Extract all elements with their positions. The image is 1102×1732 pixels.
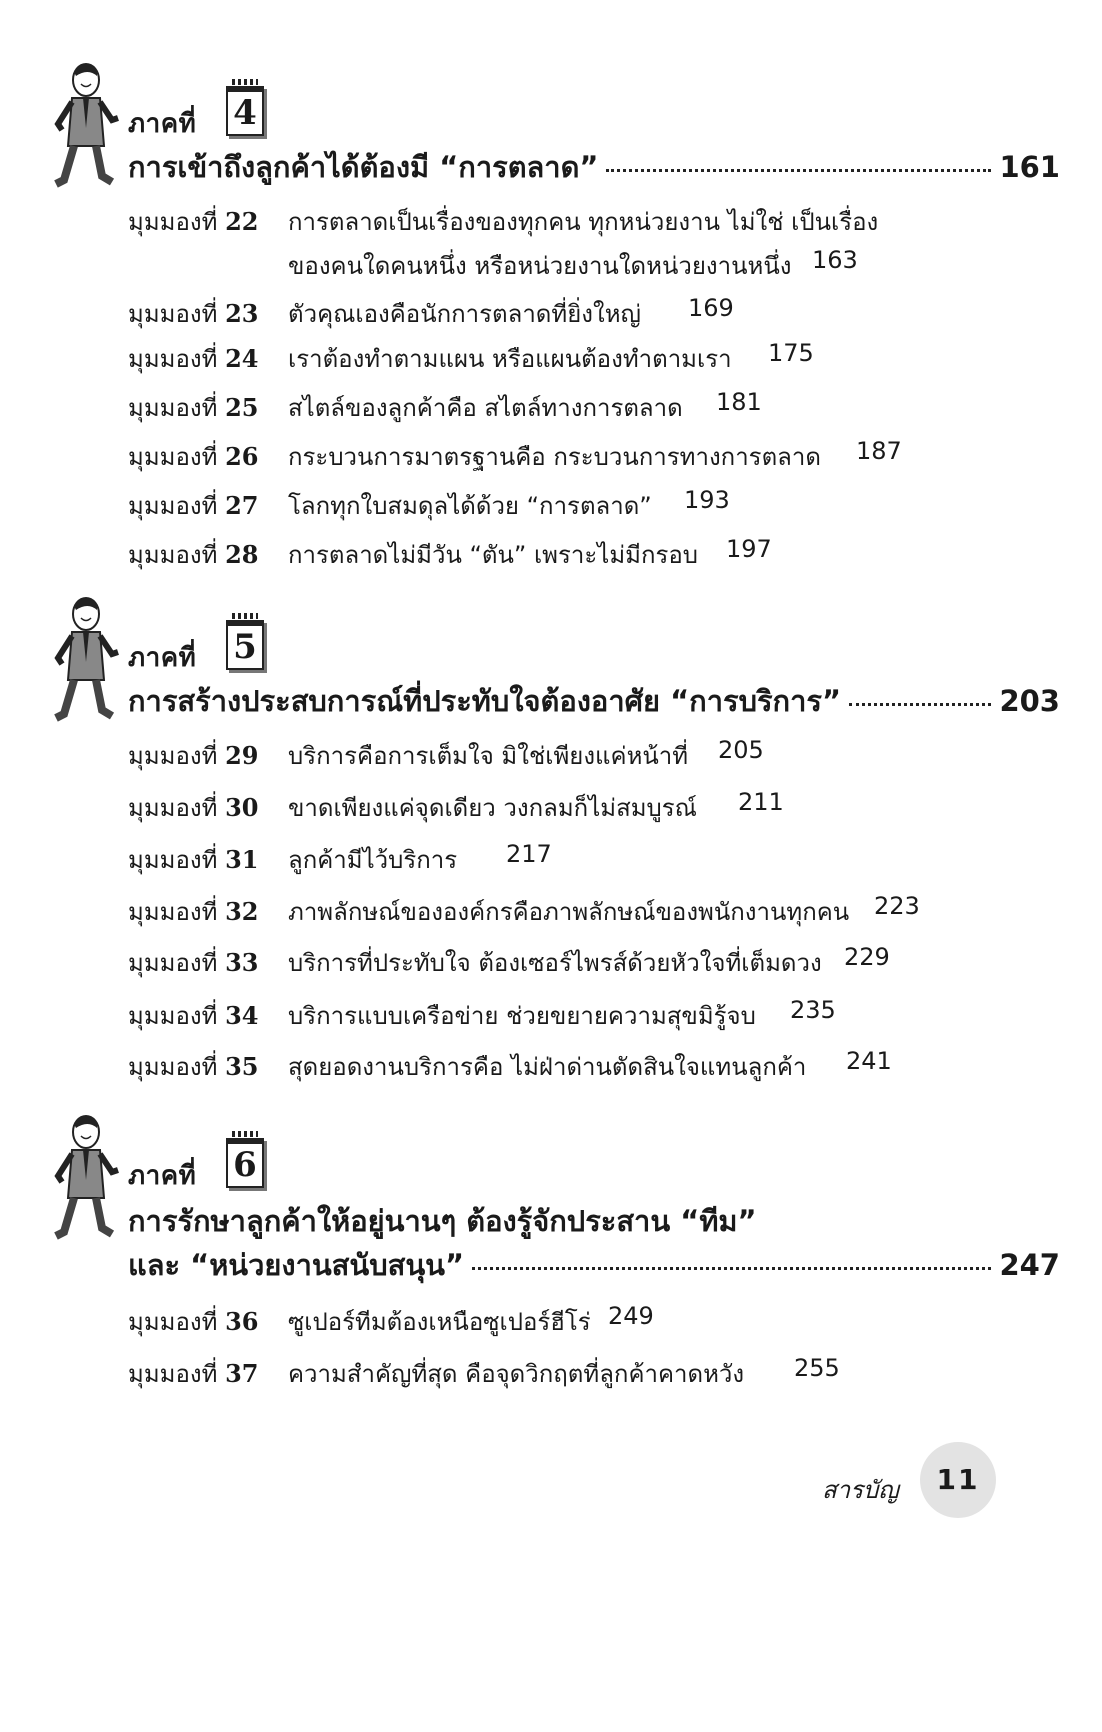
toc-entry[interactable] [128,1354,840,1393]
entry-page: 249 [608,1302,654,1330]
entry-page: 235 [790,996,836,1024]
entry-number: 28 [225,540,259,569]
toc-entry[interactable] [128,736,764,775]
entry-number: 29 [225,741,259,770]
toc-entry[interactable] [128,202,879,241]
entry-number: 23 [225,299,259,328]
toc-entry[interactable] [128,840,552,879]
part-page: 247 [999,1248,1060,1282]
entry-label: มุมมองที่ [128,208,218,236]
entry-title: สไตล์ของลูกค้าคือ สไตล์ทางการตลาด [288,394,683,422]
toc-entry[interactable] [128,437,902,476]
toc-entry[interactable] [128,294,734,333]
entry-title: ความสำคัญที่สุด คือจุดวิกฤตที่ลูกค้าคาดหวัง [288,1360,745,1388]
entry-label: มุมมองที่ [128,541,218,569]
toc-entry[interactable] [128,1302,654,1341]
entry-page: 175 [768,339,814,367]
entry-title: เราต้องทำตามแผน หรือแผนต้องทำตามเรา [288,345,732,373]
entry-label: มุมมองที่ [128,394,218,422]
entry-title: ตัวคุณเองคือนักการตลาดที่ยิ่งใหญ่ [288,300,641,328]
entry-title: บริการแบบเครือข่าย ช่วยขยายความสุขมิรู้จบ [288,1002,756,1030]
toc-entry[interactable] [128,892,920,931]
entry-page: 223 [874,892,920,920]
entry-number: 26 [225,442,259,471]
entry-number: 25 [225,393,259,422]
entry-page: 163 [812,246,858,274]
entry-page: 241 [846,1047,892,1075]
entry-label: มุมมองที่ [128,949,218,977]
entry-number: 31 [225,845,259,874]
part-title-line2[interactable] [128,1242,1060,1288]
part-page: 203 [999,684,1060,718]
part-title[interactable] [128,144,1060,190]
entry-label: มุมมองที่ [128,443,218,471]
part-number-calendar-icon: 4 [226,86,264,136]
entry-title: ซูเปอร์ทีมต้องเหนือซูเปอร์ฮีโร่ [288,1308,591,1336]
dot-leader [849,703,991,706]
businessman-illustration [50,1110,122,1260]
part-label: ภาคที่ [128,643,197,673]
entry-title: ลูกค้ามีไว้บริการ [288,846,458,874]
entry-title: การตลาดไม่มีวัน “ตัน” เพราะไม่มีกรอบ [288,541,699,569]
footer-section-name: สารบัญ [822,1476,899,1504]
toc-entry[interactable] [128,486,730,525]
toc-entry[interactable] [128,996,836,1035]
entry-title: กระบวนการมาตรฐานคือ กระบวนการทางการตลาด [288,443,821,471]
toc-entry[interactable] [128,339,814,378]
part-number-calendar-icon: 5 [226,620,264,670]
entry-label: มุมมองที่ [128,898,218,926]
entry-page: 187 [856,437,902,465]
entry-number: 33 [225,948,259,977]
entry-number: 35 [225,1052,259,1081]
entry-label: มุมมองที่ [128,300,218,328]
entry-page: 197 [726,535,772,563]
page-number: 11 [920,1442,996,1518]
entry-number: 22 [225,207,259,236]
entry-title: การตลาดเป็นเรื่องของทุกคน ทุกหน่วยงาน ไม่ใช่ เป็นเรื่อง [288,208,879,236]
entry-title: ภาพลักษณ์ขององค์กรคือภาพลักษณ์ของพนักงานทุกคน [288,898,850,926]
entry-number: 32 [225,897,259,926]
toc-entry[interactable] [128,788,784,827]
part-number-calendar-icon: 6 [226,1138,264,1188]
entry-page: 211 [738,788,784,816]
part-title-text: การสร้างประสบการณ์ที่ประทับใจต้องอาศัย “การบริการ” [128,684,842,718]
entry-number: 30 [225,793,259,822]
entry-page: 193 [684,486,730,514]
entry-page: 169 [688,294,734,322]
entry-label: มุมมองที่ [128,492,218,520]
entry-label: มุมมองที่ [128,794,218,822]
toc-entry[interactable] [128,1047,892,1086]
part-label: ภาคที่ [128,109,197,139]
dot-leader [606,169,991,172]
businessman-illustration [50,592,122,742]
entry-number: 27 [225,491,259,520]
entry-title: สุดยอดงานบริการคือ ไม่ฝ่าด่านตัดสินใจแทนลูกค้า [288,1053,807,1081]
part-6-header [50,1110,1060,1280]
entry-title-line2: ของคนใดคนหนึ่ง หรือหน่วยงานใดหน่วยงานหนึ่ง [288,252,792,280]
entry-label: มุมมองที่ [128,1002,218,1030]
entry-label: มุมมองที่ [128,742,218,770]
entry-number: 36 [225,1307,259,1336]
part-title-text: การเข้าถึงลูกค้าได้ต้องมี “การตลาด” [128,150,599,184]
part-title[interactable] [128,678,1060,724]
entry-label: มุมมองที่ [128,1053,218,1081]
entry-title: บริการที่ประทับใจ ต้องเซอร์ไพรส์ด้วยหัวใจที่เต็มดวง [288,949,822,977]
entry-number: 34 [225,1001,259,1030]
entry-number: 24 [225,344,259,373]
entry-label: มุมมองที่ [128,846,218,874]
businessman-illustration [50,58,122,208]
entry-page: 217 [506,840,552,868]
entry-title: โลกทุกใบสมดุลได้ด้วย “การตลาด” [288,492,652,520]
entry-title: ขาดเพียงแค่จุดเดียว วงกลมก็ไม่สมบูรณ์ [288,794,697,822]
toc-entry[interactable] [128,943,890,982]
entry-page: 205 [718,736,764,764]
entry-label: มุมมองที่ [128,345,218,373]
dot-leader [472,1267,991,1270]
entry-page: 229 [844,943,890,971]
entry-page: 181 [716,388,762,416]
entry-title: บริการคือการเต็มใจ มิใช่เพียงแค่หน้าที่ [288,742,689,770]
entry-label: มุมมองที่ [128,1360,218,1388]
part-label: ภาคที่ [128,1161,197,1191]
part-page: 161 [999,150,1060,184]
part-title-text: และ “หน่วยงานสนับสนุน” [128,1248,465,1282]
toc-entry[interactable] [128,535,772,574]
entry-number: 37 [225,1359,259,1388]
entry-label: มุมมองที่ [128,1308,218,1336]
toc-entry[interactable] [128,388,762,427]
part-title-line1[interactable]: การรักษาลูกค้าให้อยู่นานๆ ต้องรู้จักประสาน “ทีม” [128,1204,757,1238]
entry-page: 255 [794,1354,840,1382]
